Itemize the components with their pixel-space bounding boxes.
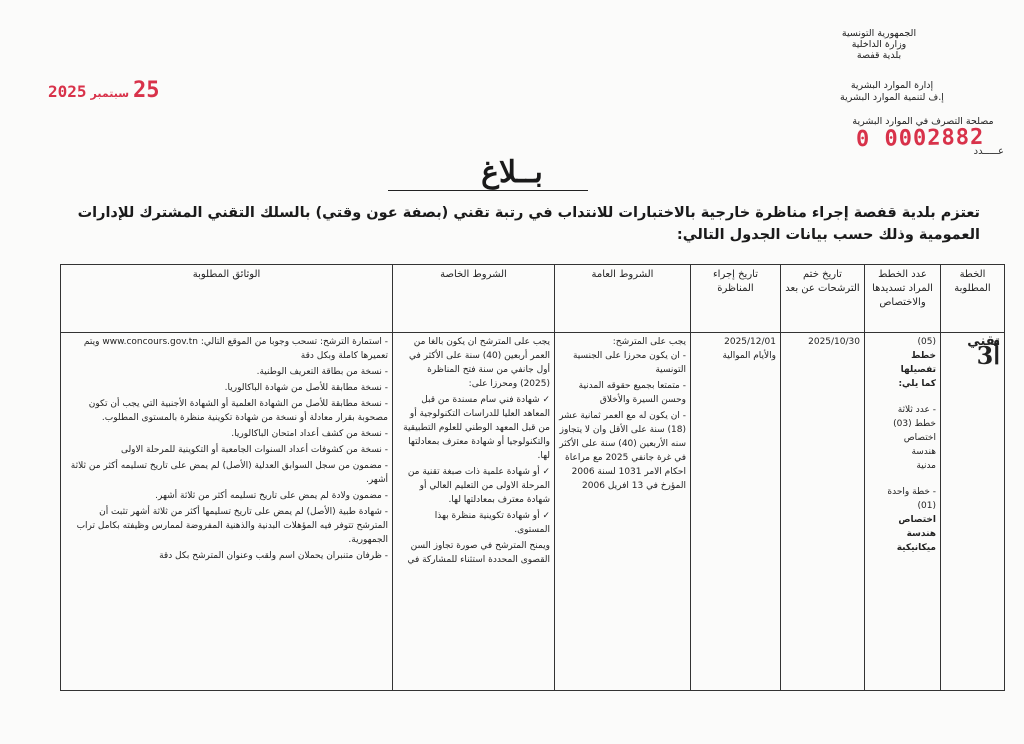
header-exam-date: تاريخ إجراء المناظرة <box>691 265 781 333</box>
exam-date-note: والأيام الموالية <box>722 351 776 361</box>
posts-line: (05) <box>917 337 936 347</box>
letterhead-ministry: وزارة الداخلية <box>851 39 907 50</box>
list-item: - استمارة الترشح: تسحب وجوبا من الموقع التالي: www.concours.gov.tn ويتم تعميرها كاملة وبكل دقة <box>65 335 388 363</box>
posts-line: اختصاص <box>898 515 936 525</box>
recruitment-table <box>60 264 1005 691</box>
general-conditions-list <box>559 349 686 493</box>
posts-line: تفصيلها <box>900 365 936 375</box>
cell-exam-date <box>691 333 781 691</box>
date-stamp-month: سبتمبر <box>90 87 130 100</box>
hr-service: مصلحة التصرف في الموارد البشرية <box>852 116 994 127</box>
cell-plan <box>941 333 1005 691</box>
list-item: - متمتعا بجميع حقوقه المدنية وحسن السيرة والأخلاق <box>559 379 686 407</box>
header-deadline: تاريخ ختم الترشحات عن بعد <box>781 265 865 333</box>
list-item: - ظرفان متنبران يحملان اسم ولقب وعنوان المترشح بكل دقة <box>65 549 388 563</box>
reference-number-stamp: 0 0002882 <box>855 124 985 153</box>
posts-line: هندسة <box>906 529 936 539</box>
exam-date: 2025/12/01 <box>724 337 776 347</box>
table-header-row <box>61 265 1005 333</box>
list-item: ✓ أو شهادة تكوينية منظرة بهذا المستوى. <box>397 509 550 537</box>
header-documents: الوثائق المطلوبة <box>61 265 393 333</box>
special-note: ويمنح المترشح في صورة تجاوز السن القصوى المحددة استثناء للمشاركة في <box>407 541 550 565</box>
letterhead <box>804 28 954 61</box>
general-intro: يجب على المترشح: <box>612 337 686 347</box>
header-plan: الخطة المطلوبة <box>941 265 1005 333</box>
posts-line: خطط <box>911 351 936 361</box>
posts-line: - عدد ثلاثة <box>897 405 936 415</box>
hr-unit <box>812 80 972 104</box>
posts-spacer <box>869 391 936 403</box>
list-item: - نسخة من كشف أعداد امتحان الباكالوريا. <box>65 427 388 441</box>
list-item: - ان يكون محرزا على الجنسية التونسية <box>559 349 686 377</box>
posts-line: مدنية <box>916 461 936 471</box>
list-item: ✓ شهادة فني سام مسندة من قبل المعاهد العليا للدراسات التكنولوجية أو من قبل المعهد الوطني للعلوم التطبيقية والتكنولوجيا أو شهادة معترف بمعادلتها لها. <box>397 393 550 463</box>
letterhead-country: الجمهورية التونسية <box>841 28 917 39</box>
date-stamp-year: 2025 <box>48 82 87 101</box>
cell-general-conditions <box>555 333 691 691</box>
posts-line: - خطة واحدة <box>887 487 936 497</box>
list-item: - شهادة طبية (الأصل) لم يمض على تاريخ تسليمها أكثر من ثلاثة أشهر تثبت أن المترشح تتوفر فيه المؤهلات البدنية والذهنية المفروضة لممارس وظيفته بكامل تراب الجمهورية. <box>65 505 388 547</box>
documents-list <box>65 335 388 563</box>
hr-directorate: إدارة الموارد البشرية <box>850 80 934 91</box>
posts-line: (01) <box>917 501 936 511</box>
list-item: - نسخة مطابقة للأصل من الشهادة العلمية أو الشهادة الأجنبية التي يجب أن تكون مصحوبة بقرار معادلة أو نسخة من شهادة تكوينية منظرة بالمستوى المطلوب. <box>65 397 388 425</box>
title-underline <box>388 190 588 191</box>
posts-line: اختصاص <box>903 433 936 443</box>
reference-label: عـــــدد <box>973 146 1004 157</box>
list-item: - نسخة من كشوفات أعداد السنوات الجامعية أو التكوينية للمرحلة الاولى <box>65 443 388 457</box>
document-title: بــلاغ <box>481 155 543 190</box>
posts-line: كما يلي: <box>898 379 936 389</box>
hr-subdirectorate: إ.ف لتنمية الموارد البشرية <box>840 92 944 103</box>
list-item: - ان يكون له مع العمر ثمانية عشر (18) سنة على الأقل وان لا يتجاوز سنه الأربعين (40) سنة على الأكثر في غرة جانفي 2025 مع مراعاة احكام الامر 1031 لسنة 2006 المؤرخ في 13 افريل 2006 <box>559 409 686 493</box>
intro-paragraph: تعتزم بلدية قفصة إجراء مناظرة خارجية بالاختبارات للانتداب في رتبة تقني (بصفة عون وقتي) بالسلك التقني المشترك للإدارات العمومية وذلك حسب بيانات الجدول التالي: <box>77 205 980 243</box>
list-item: ✓ أو شهادة علمية ذات صبغة تقنية من المرحلة الاولى من التعليم العالي أو شهادة معترف بمعادلتها لها. <box>397 465 550 507</box>
list-item: - مضمون من سجل السوابق العدلية (الأصل) لم يمض على تاريخ تسليمه أكثر من ثلاثة أشهر. <box>65 459 388 487</box>
special-intro: يجب على المترشح ان يكون بالغا من العمر أربعين (40) سنة على الأكثر في أول جانفي من سنة فتح المناظرة (2025) ومحرزا على: <box>409 337 550 389</box>
cell-deadline <box>781 333 865 691</box>
list-item: - نسخة من بطاقة التعريف الوطنية. <box>65 365 388 379</box>
posts-line: خطط (03) <box>893 419 936 429</box>
table-row <box>61 333 1005 691</box>
date-stamp <box>48 78 160 103</box>
cell-special-conditions <box>393 333 555 691</box>
header-general-conditions: الشروط العامة <box>555 265 691 333</box>
list-item: - نسخة مطابقة للأصل من شهادة الباكالوريا. <box>65 381 388 395</box>
letterhead-municipality: بلدية قفصة <box>856 50 902 61</box>
plan-grade: أ3 <box>976 341 1000 370</box>
date-stamp-day: 25 <box>133 78 160 103</box>
header-posts: عدد الخطط المراد تسديدها والاختصاص <box>865 265 941 333</box>
list-item: - مضمون ولادة لم يمض على تاريخ تسليمه أكثر من ثلاثة أشهر. <box>65 489 388 503</box>
header-special-conditions: الشروط الخاصة <box>393 265 555 333</box>
cell-posts <box>865 333 941 691</box>
cell-documents <box>61 333 393 691</box>
deadline-date: 2025/10/30 <box>808 337 860 347</box>
plan-name: تقني <box>967 334 1000 349</box>
posts-spacer <box>869 473 936 485</box>
posts-line: ميكانيكية <box>896 543 936 553</box>
posts-line: هندسة <box>911 447 936 457</box>
